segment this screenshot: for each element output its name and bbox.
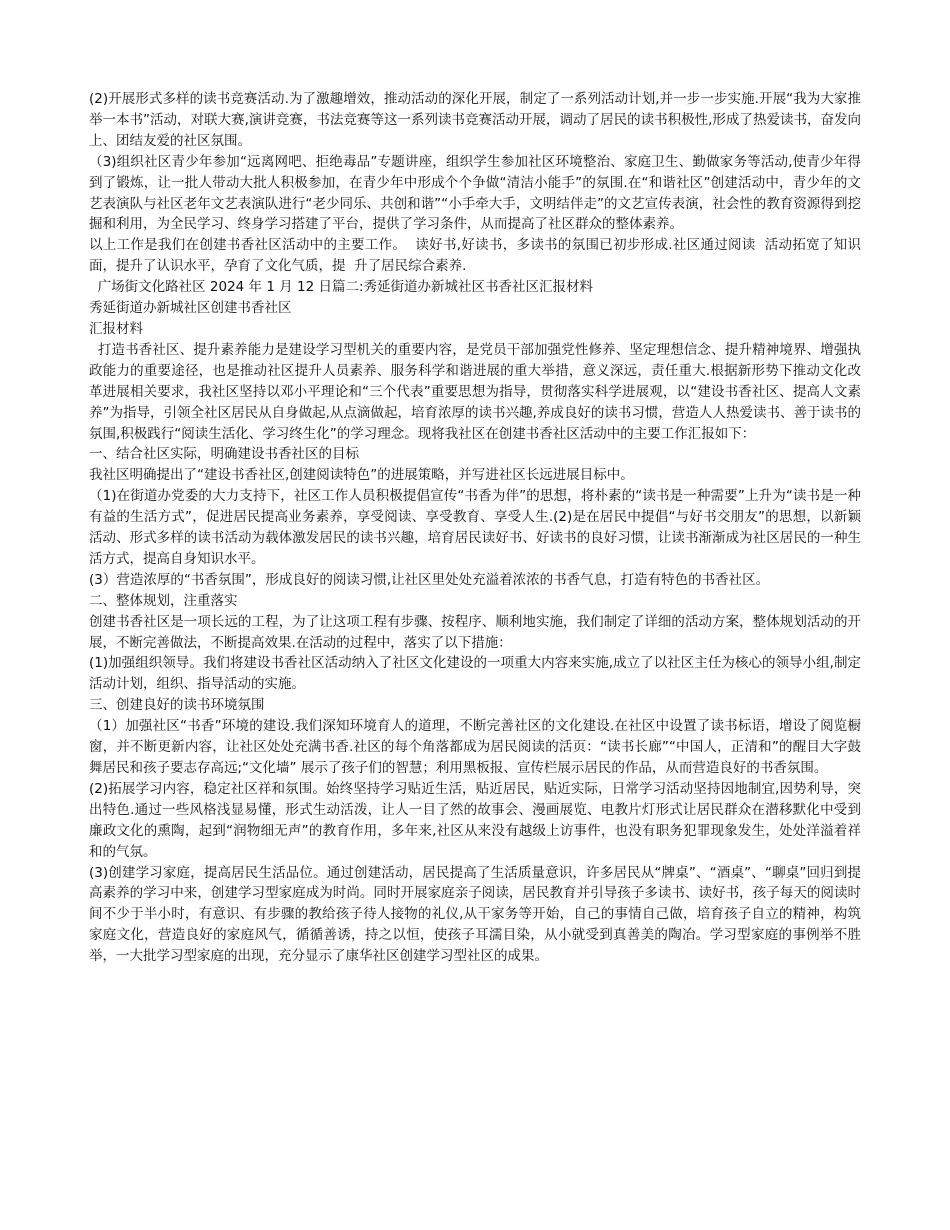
paragraph-environment: （1）加强社区“书香”环境的建设.我们深知环境育人的道理，不断完善社区的文化建设.在社区中设置了读书标语，增设了阅览橱窗，并不断更新内容，让社区处处充满书香.社区的每个角落都成为居民阅读的活页：“读书长廊”“中国人，正清和”的醒目大字鼓舞居民和孩子要志存高远;“文化墙” 展示了孩子们的智慧；利用黑板报、宣传栏展示居民的作品，从而营造良好的书香氛围。 <box>89 718 861 776</box>
paragraph-learning-content: (2)拓展学习内容，稳定社区祥和氛围。始终坚持学习贴近生活，贴近居民，贴近实际，日常学习活动坚持因地制宜,因势利导，突出特色.通过一些风格浅显易懂，形式生动活泼，让人一目了然的故事会、漫画展览、电教片灯形式让居民群众在潜移默化中受到廉政文化的熏陶，起到“润物细无声”的教育作用，多年来,社区从来没有越级上访事件，也没有职务犯罪现象发生，处处洋溢着祥和的气氛。 <box>89 780 861 860</box>
section-heading-goals: 一、结合社区实际，明确建设书香社区的目标 <box>89 446 359 463</box>
paragraph-activity-competition: (2)开展形式多样的读书竞赛活动.为了激趣增效，推动活动的深化开展，制定了一系列活动计划,并一步一步实施.开展“我为大家推举一本书”活动，对联大赛,演讲竞赛，书法竞赛等这一系列读书竞赛活动开展，调动了居民的读书积极性,形成了热爱读书，奋发向上、团结友爱的社区氛围。 <box>89 91 861 149</box>
document-subtitle: 汇报材料 <box>89 320 143 337</box>
section-heading-planning: 二、整体规划，注重落实 <box>89 592 238 609</box>
paragraph-introduction: 打造书香社区、提升素养能力是建设学习型机关的重要内容，是党员干部加强党性修养、坚定理想信念、提升精神境界、增强执政能力的重要途径，也是推动社区提升人员素养、服务科学和谐进展的重大举措，意义深远，责任重大.根据新形势下推动文化改革进展相关要求，我社区坚持以邓小平理论和“三个代表”重要思想为指导，贯彻落实科学进展观，以“建设书香社区、提高人文素养”为指导，引领全社区居民从自身做起,从点滴做起，培育浓厚的读书兴趣,养成良好的读书习惯，营造人人热爱读书、善于读书的氛围,积极践行“阅读生活化、学习终生化”的学习理念。现将我社区在创建书香社区活动中的主要工作汇报如下： <box>89 341 861 442</box>
section-heading-environment: 三、创建良好的读书环境氛围 <box>89 697 265 714</box>
paragraph-youth-activities: （3)组织社区青少年参加“远离网吧、拒绝毒品”专题讲座，组织学生参加社区环境整治、家庭卫生、勤做家务等活动,使青少年得到了锻炼，让一批人带动大批人积极参加，在青少年中形成个个争做“清洁小能手”的氛围.在“和谐社区”创建活动中，青少年的文艺表演队与社区老年文艺表演队进行“老少同乐、共创和谐”“小手牵大手，文明结伴走”的文艺宣传表演，社会性的教育资源得到挖掘和利用，为全民学习、终身学习搭建了平台，提供了学习条件，从而提高了社区群众的整体素养。 <box>89 153 861 233</box>
paragraph-goal-items: （1)在街道办党委的大力支持下，社区工作人员积极提倡宣传“书香为伴”的思想，将朴素的“读书是一种需要”上升为“读书是一种有益的生活方式”，促进居民提高业务素养，享受阅读、享受教育、享受人生.(2)是在居民中提倡“与好书交朋友”的思想，以新颖活动、形式多样的读书活动为载体激发居民的读书兴趣，培育居民读好书、好读书的良好习惯，让读书渐渐成为社区居民的一种生活方式，提高自身知识水平。 <box>89 488 861 567</box>
paragraph-planning: 创建书香社区是一项长远的工程，为了让这项工程有步骤、按程序、顺利地实施，我们制定了详细的活动方案，整体规划活动的开展，不断完善做法，不断提高效果.在活动的过程中，落实了以下措施： <box>89 613 861 651</box>
paragraph-atmosphere: (3）营造浓厚的“书香氛围”，形成良好的阅读习惯,让社区里处处充溢着浓浓的书香气息，打造有特色的书香社区。 <box>89 571 770 588</box>
document-page <box>89 89 861 967</box>
paragraph-strategy: 我社区明确提出了“建设书香社区,创建阅读特色”的进展策略，并写进社区长远进展目标中。 <box>89 467 634 484</box>
paragraph-signature-date: 广场街文化路社区 2024 年 1 月 12 日篇二:秀延街道办新城社区书香社区汇报材料 <box>89 279 594 296</box>
paragraph-leadership: (1)加强组织领导。我们将建设书香社区活动纳入了社区文化建设的一项重大内容来实施,成立了以社区主任为核心的领导小组,制定活动计划，组织、指导活动的实施。 <box>89 655 861 693</box>
paragraph-learning-families: (3)创建学习家庭，提高居民生活品位。通过创建活动，居民提高了生活质量意识，许多居民从“牌桌”、“酒桌”、“聊桌”回归到提高素养的学习中来，创建学习型家庭成为时尚。同时开展家庭亲子阅读，居民教育并引导孩子多读书、读好书，孩子每天的阅读时间不少于半小时，有意识、有步骤的教给孩子待人接物的礼仪,从干家务等开始，自己的事情自己做，培育孩子自立的精神，构筑家庭文化，营造良好的家庭风气，循循善诱，持之以恒，使孩子耳濡目染，从小就受到真善美的陶冶。学习型家庭的事例举不胜举，一大批学习型家庭的出现，充分显示了康华社区创建学习型社区的成果。 <box>89 864 861 965</box>
paragraph-summary: 以上工作是我们在创建书香社区活动中的主要工作。 读好书,好读书，多读书的氛围已初步形成.社区通过阅读 活动拓宽了知识面，提升了认识水平，孕育了文化气质，提 升了居民综合素养. <box>89 237 861 275</box>
document-title: 秀延街道办新城社区创建书香社区 <box>89 300 292 317</box>
